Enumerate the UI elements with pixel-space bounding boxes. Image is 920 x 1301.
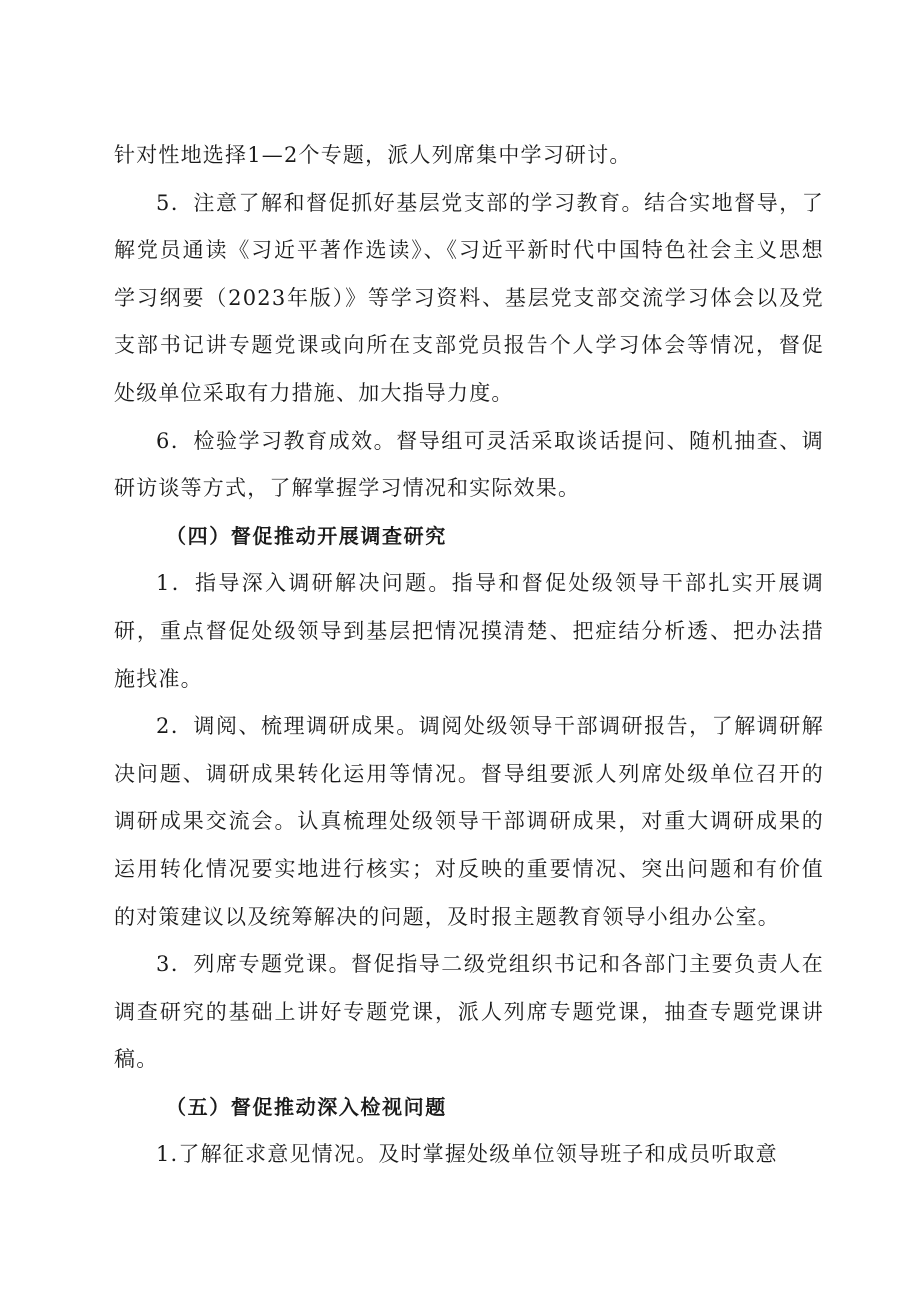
- paragraph-item-1-guide-research: 1．指导深入调研解决问题。指导和督促处级领导干部扎实开展调研，重点督促处级领导到基层把情况摸清楚、把症结分析透、把办法措施找准。: [114, 571, 824, 691]
- paragraph-item-5-study-education: 5．注意了解和督促抓好基层党支部的学习教育。结合实地督导，了解党员通读《习近平著作选读》、《习近平新时代中国特色社会主义思想学习纲要（2023年版）》等学习资料、基层党支部交流学习体会以及党支部书记讲专题党课或向所在支部党员报告个人学习体会等情况，督促处级单位采取有力措施、加大指导力度。: [114, 190, 824, 405]
- section-heading-4: （四）督促推动开展调查研究: [166, 523, 447, 548]
- paragraph-item-1-opinions: 1.了解征求意见情况。及时掌握处级单位领导班子和成员听取意: [156, 1142, 778, 1167]
- paragraph-continuation: 针对性地选择1—2个专题，派人列席集中学习研讨。: [114, 143, 632, 167]
- paragraph-item-2-review-results: 2．调阅、梳理调研成果。调阅处级领导干部调研报告，了解调研解决问题、调研成果转化运用等情况。督导组要派人列席处级单位召开的调研成果交流会。认真梳理处级领导干部调研成果，对重大调研成果的运用转化情况要实地进行核实；对反映的重要情况、突出问题和有价值的对策建议以及统筹解决的问题，及时报主题教育领导小组办公室。: [114, 714, 824, 929]
- document-body: [114, 132, 824, 1179]
- paragraph-item-6-check-effects: 6．检验学习教育成效。督导组可灵活采取谈话提问、随机抽查、调研访谈等方式，了解掌握学习情况和实际效果。: [114, 428, 824, 501]
- paragraph-item-3-party-lectures: 3．列席专题党课。督促指导二级党组织书记和各部门主要负责人在调查研究的基础上讲好专题党课，派人列席专题党课，抽查专题党课讲稿。: [114, 952, 824, 1072]
- section-heading-5: （五）督促推动深入检视问题: [166, 1094, 447, 1119]
